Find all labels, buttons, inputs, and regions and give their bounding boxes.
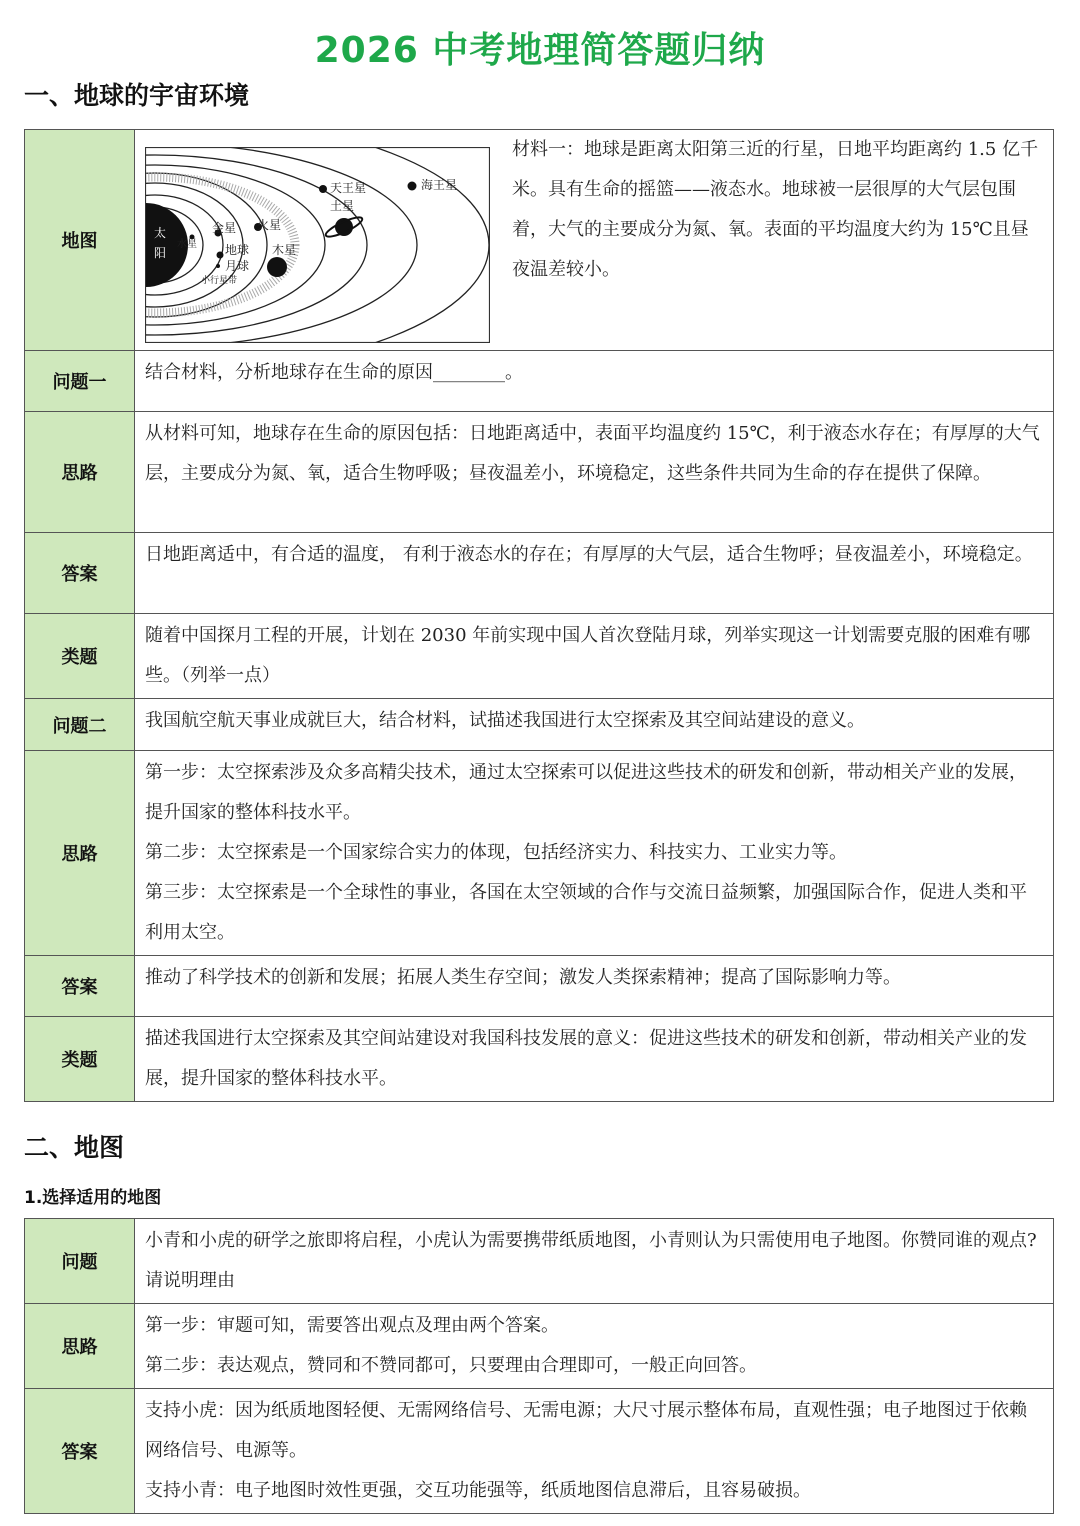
row-text-line: 结合材料，分析地球存在生命的原因________。 [145, 362, 523, 383]
solar-system-diagram [145, 147, 490, 343]
row-content [135, 751, 1054, 956]
row-label: 答案 [25, 1389, 135, 1514]
venus-label: 金星 [212, 221, 237, 235]
row-label: 答案 [25, 533, 135, 614]
section-1-heading: 一、地球的宇宙环境 [24, 81, 250, 110]
section-2-heading: 二、地图 [24, 1133, 125, 1162]
table-row [25, 614, 1054, 699]
row-content [135, 614, 1054, 699]
map-cell [135, 130, 1054, 351]
section-2-subheading: 1.选择适用的地图 [24, 1188, 162, 1208]
row-content [135, 351, 1054, 412]
row-text-line: 支持小虎：因为纸质地图轻便、无需网络信号、无需电源；大尺寸展示整体布局，直观性强；电子地图过于依赖网络信号、电源等。 [145, 1400, 1027, 1461]
row-text-line: 小青和小虎的研学之旅即将启程，小虎认为需要携带纸质地图，小青则认为只需使用电子地图。你赞同谁的观点?请说明理由 [145, 1230, 1037, 1291]
moon-label: 月球 [225, 259, 250, 273]
row-text-line: 第二步：太空探索是一个国家综合实力的体现，包括经济实力、科技实力、工业实力等。 [145, 842, 847, 863]
row-label: 类题 [25, 614, 135, 699]
earth-dot [217, 252, 224, 259]
row-label-map: 地图 [25, 130, 135, 351]
row-label: 问题 [25, 1219, 135, 1304]
table-row [25, 1304, 1054, 1389]
row-content [135, 1389, 1054, 1514]
row-label: 思路 [25, 412, 135, 533]
table-row [25, 751, 1054, 956]
row-text-line: 描述我国进行太空探索及其空间站建设对我国科技发展的意义：促进这些技术的研发和创新，带动相关产业的发展，提升国家的整体科技水平。 [145, 1028, 1027, 1089]
table-row [25, 699, 1054, 751]
row-text-line: 我国航空航天事业成就巨大，结合材料，试描述我国进行太空探索及其空间站建设的意义。 [145, 710, 865, 731]
row-text-line: 日地距离适中，有合适的温度， 有利于液态水的存在；有厚厚的大气层，适合生物呼；昼夜温差小，环境稳定。 [145, 544, 1033, 565]
row-text-line: 从材料可知，地球存在生命的原因包括：日地距离适中，表面平均温度约 15℃，利于液态水存在；有厚厚的大气层，主要成分为氮、氧，适合生物呼吸；昼夜温差小，环境稳定，这些条件共同为生命的存在提供了保障。 [145, 423, 1040, 484]
table-row [25, 533, 1054, 614]
jupiter-label: 木星 [272, 243, 297, 257]
section-2-table [24, 1218, 1054, 1514]
material-one-text: 材料一：地球是距离太阳第三近的行星，日地平均距离约 1.5 亿千米。具有生命的摇篮——液态水。地球被一层很厚的大气层包围着，大气的主要成分为氮、氧。表面的平均温度大约为 15℃且昼夜温差较小。 [512, 139, 1039, 280]
row-text-line: 推动了科学技术的创新和发展；拓展人类生存空间；激发人类探索精神；提高了国际影响力等。 [145, 967, 901, 988]
table-row [25, 412, 1054, 533]
neptune-label: 海王星 [421, 178, 458, 192]
row-content [135, 1219, 1054, 1304]
mars-label: 火星 [257, 218, 282, 232]
uranus-label: 天王星 [330, 181, 367, 195]
row-text-line: 第三步：太空探索是一个全球性的事业，各国在太空领域的合作与交流日益频繁，加强国际合作，促进人类和平利用太空。 [145, 882, 1027, 943]
row-text-line: 支持小青：电子地图时效性更强，交互功能强等，纸质地图信息滞后，且容易破损。 [145, 1480, 811, 1501]
page-title: 2026 中考地理简答题归纳 [314, 30, 766, 71]
row-label: 问题一 [25, 351, 135, 412]
row-text-line: 第二步：表达观点，赞同和不赞同都可，只要理由合理即可，一般正向回答。 [145, 1355, 757, 1376]
row-text-line: 随着中国探月工程的开展，计划在 2030 年前实现中国人首次登陆月球，列举实现这一计划需要克服的困难有哪些。（列举一点） [145, 625, 1031, 686]
map-row [25, 130, 1054, 351]
mercury-label: 水星 [177, 239, 197, 250]
earth-label: 地球 [225, 243, 250, 257]
row-content [135, 1017, 1054, 1102]
row-label: 思路 [25, 751, 135, 956]
row-content [135, 533, 1054, 614]
moon-dot [216, 264, 220, 268]
row-text-line: 第一步：审题可知，需要答出观点及理由两个答案。 [145, 1315, 559, 1336]
row-content [135, 412, 1054, 533]
table-row [25, 1389, 1054, 1514]
row-label: 答案 [25, 956, 135, 1017]
row-label: 问题二 [25, 699, 135, 751]
row-label: 类题 [25, 1017, 135, 1102]
table-row [25, 351, 1054, 412]
asteroid-belt-label: 小行星带 [201, 276, 238, 286]
sun-label-2: 阳 [154, 246, 167, 260]
row-content [135, 956, 1054, 1017]
jupiter-dot [267, 257, 287, 277]
table-row [25, 1017, 1054, 1102]
section-1-table [24, 129, 1054, 1102]
table-row [25, 1219, 1054, 1304]
table-row [25, 956, 1054, 1017]
uranus-dot [319, 185, 327, 193]
row-text-line: 第一步：太空探索涉及众多高精尖技术，通过太空探索可以促进这些技术的研发和创新，带动相关产业的发展，提升国家的整体科技水平。 [145, 762, 1027, 823]
neptune-dot [408, 182, 417, 191]
row-label: 思路 [25, 1304, 135, 1389]
sun-label: 太 [154, 226, 167, 240]
row-content [135, 1304, 1054, 1389]
row-content [135, 699, 1054, 751]
saturn-label: 土星 [330, 199, 355, 213]
